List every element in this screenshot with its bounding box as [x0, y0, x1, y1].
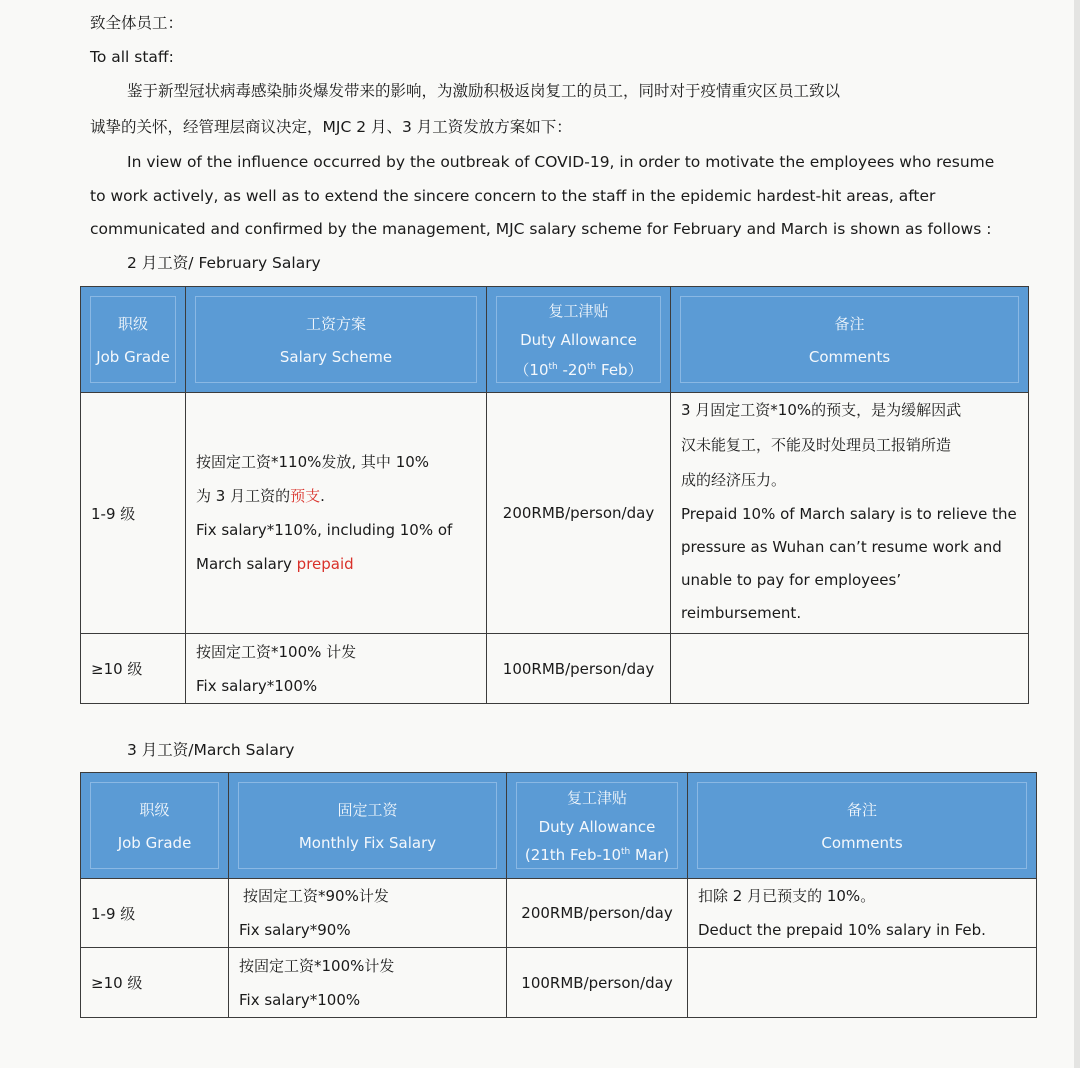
- paragraph-en-line-1: In view of the influence occurred by the outbreak of COVID-19, in order to motivate the employees who resume: [127, 153, 995, 171]
- fix-salary-cell: 按固定工资*100%计发 Fix salary*100%: [229, 948, 507, 1018]
- mar-header-grade: 职级 Job Grade: [81, 773, 229, 879]
- comments-cell: [671, 634, 1029, 704]
- mar-salary-table: [80, 772, 1037, 1018]
- allowance-cell: 200RMB/person/day: [487, 393, 671, 634]
- grade-cell: 1-9 级: [81, 393, 186, 634]
- feb-header-grade: 职级 Job Grade: [81, 287, 186, 393]
- mar-header-allowance: 复工津贴 Duty Allowance (21th Feb-10th Mar): [507, 773, 688, 879]
- feb-header-comments: 备注 Comments: [671, 287, 1029, 393]
- comments-cell: 扣除 2 月已预支的 10%。 Deduct the prepaid 10% salary in Feb.: [688, 879, 1037, 948]
- mar-header-row: [81, 773, 1037, 879]
- greeting-en: To all staff:: [90, 48, 174, 66]
- mar-allowance-period: (21th Feb-10th Mar): [524, 846, 670, 864]
- paragraph-en-line-3: communicated and confirmed by the management, MJC salary scheme for February and March is shown as follows :: [90, 220, 992, 238]
- feb-allowance-period: （10th -20th Feb）: [514, 360, 643, 379]
- scheme-cell: 按固定工资*100% 计发 Fix salary*100%: [186, 634, 487, 704]
- feb-header-row: [81, 287, 1029, 393]
- grade-cell: ≥10 级: [81, 634, 186, 704]
- grade-cell: ≥10 级: [81, 948, 229, 1018]
- comments-cell: 3 月固定工资*10%的预支，是为缓解因武 汉未能复工，不能及时处理员工报销所造 成的经济压力。 Prepaid 10% of March salary is to relieve the pressure as Wuhan can’t resume work and unable to pay for employees’ reimbursement.: [671, 393, 1029, 634]
- greeting-cn: 致全体员工：: [90, 14, 184, 32]
- paragraph-cn-line-1: 鉴于新型冠状病毒感染肺炎爆发带来的影响，为激励积极返岗复工的员工，同时对于疫情重灾区员工致以: [127, 82, 841, 100]
- table-row: [81, 948, 1037, 1018]
- allowance-cell: 200RMB/person/day: [507, 879, 688, 948]
- table-row: [81, 634, 1029, 704]
- comments-cell: [688, 948, 1037, 1018]
- fix-salary-cell: 按固定工资*90%计发 Fix salary*90%: [229, 879, 507, 948]
- prepaid-highlight-cn: 预支: [290, 487, 321, 505]
- feb-table-title: 2 月工资/ February Salary: [127, 254, 321, 272]
- feb-header-scheme: 工资方案 Salary Scheme: [186, 287, 487, 393]
- mar-header-fix-salary: 固定工资 Monthly Fix Salary: [229, 773, 507, 879]
- paragraph-cn-line-2: 诚挚的关怀，经管理层商议决定，MJC 2 月、3 月工资发放方案如下：: [90, 118, 572, 136]
- grade-cell: 1-9 级: [81, 879, 229, 948]
- allowance-cell: 100RMB/person/day: [507, 948, 688, 1018]
- paragraph-en-line-2: to work actively, as well as to extend the sincere concern to the staff in the epidemic hardest-hit areas, after: [90, 187, 936, 205]
- prepaid-highlight-en: prepaid: [296, 555, 354, 573]
- page-edge: [1074, 0, 1080, 1068]
- table-row: [81, 879, 1037, 948]
- feb-header-allowance: 复工津贴 Duty Allowance （10th -20th Feb）: [487, 287, 671, 393]
- table-row: [81, 393, 1029, 634]
- mar-header-comments: 备注 Comments: [688, 773, 1037, 879]
- mar-table-title: 3 月工资/March Salary: [127, 741, 295, 759]
- scheme-cell: 按固定工资*110%发放, 其中 10% 为 3 月工资的预支. Fix salary*110%, including 10% of March salary prepaid: [186, 393, 487, 634]
- feb-salary-table: [80, 286, 1029, 704]
- allowance-cell: 100RMB/person/day: [487, 634, 671, 704]
